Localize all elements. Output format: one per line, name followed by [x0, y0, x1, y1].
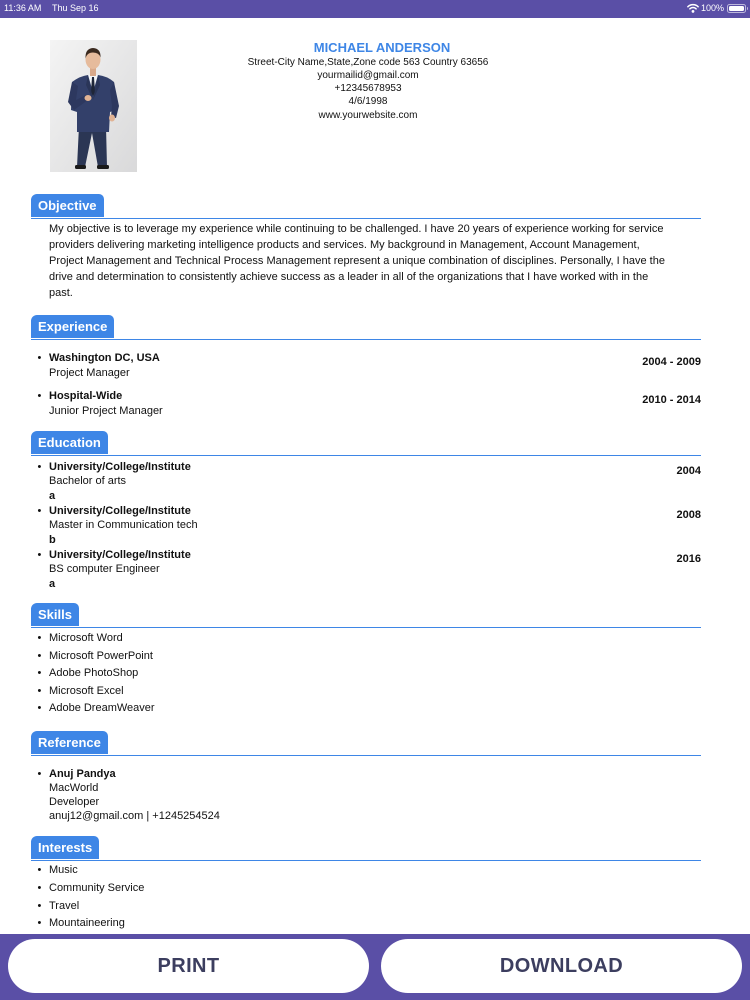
education-item: [31, 548, 701, 592]
skill-item: [31, 700, 701, 718]
education-year: 2008: [676, 508, 701, 521]
experience-title: Experience: [31, 315, 114, 338]
education-grade: b: [49, 534, 56, 547]
experience-place: Washington DC, USA: [49, 351, 160, 364]
interest-label: Music: [49, 864, 78, 877]
print-button[interactable]: PRINT: [8, 939, 369, 993]
profile-photo: [50, 40, 137, 172]
battery-icon: [727, 4, 746, 13]
interest-item: [31, 898, 701, 916]
experience-role: Junior Project Manager: [49, 404, 163, 417]
education-section: [31, 431, 701, 592]
education-list: [31, 460, 701, 592]
experience-place: Hospital-Wide: [49, 389, 123, 402]
resume-preview: [0, 18, 750, 934]
objective-section: [31, 194, 701, 301]
candidate-name: MICHAEL ANDERSON: [313, 40, 451, 55]
interest-label: Travel: [49, 899, 80, 912]
education-year: 2004: [676, 464, 701, 477]
status-bar: [0, 0, 750, 18]
skills-list: [31, 630, 701, 718]
battery-percentage: 100%: [701, 3, 725, 13]
skill-item: [31, 683, 701, 701]
bullet-icon: [38, 683, 42, 701]
education-grade: a: [49, 578, 56, 591]
experience-period: 2004 - 2009: [642, 355, 701, 368]
education-degree: Master in Communication tech: [49, 519, 198, 532]
bullet-icon: [38, 630, 42, 648]
skills-title: Skills: [31, 603, 79, 626]
skills-section: [31, 603, 701, 718]
interests-list: [31, 862, 701, 933]
battery-level: [729, 6, 744, 11]
wifi-icon: [687, 3, 699, 13]
objective-header: [31, 194, 701, 219]
reference-title: Reference: [31, 731, 108, 754]
experience-period: 2010 - 2014: [642, 393, 701, 406]
skills-header: [31, 603, 701, 628]
skill-label: Microsoft Word: [49, 632, 123, 645]
reference-designation: Developer: [49, 796, 100, 808]
reference-item: [31, 767, 701, 823]
bullet-icon: [38, 351, 42, 366]
education-header: [31, 431, 701, 456]
action-bar: [0, 934, 750, 1000]
experience-role: Project Manager: [49, 366, 130, 379]
interests-header: [31, 836, 701, 861]
status-time: 11:36 AM: [4, 3, 42, 13]
skill-label: Microsoft PowerPoint: [49, 649, 153, 662]
contact-details: [137, 56, 599, 122]
objective-title: Objective: [31, 194, 104, 217]
experience-item: [31, 351, 701, 381]
reference-name: Anuj Pandya: [49, 768, 116, 780]
bullet-icon: [38, 767, 42, 781]
skill-item: [31, 648, 701, 666]
education-grade: a: [49, 490, 56, 503]
bullet-icon: [38, 548, 42, 563]
education-year: 2016: [676, 552, 701, 565]
download-button[interactable]: DOWNLOAD: [381, 939, 742, 993]
experience-section: [31, 315, 701, 427]
bullet-icon: [38, 862, 42, 880]
bullet-icon: [38, 648, 42, 666]
interest-item: [31, 862, 701, 880]
battery-tip: [747, 7, 749, 10]
education-item: [31, 504, 701, 548]
education-institute: University/College/Institute: [49, 504, 191, 517]
reference-company: MacWorld: [49, 782, 99, 794]
reference-section: [31, 731, 701, 823]
bullet-icon: [38, 504, 42, 519]
skill-label: Adobe PhotoShop: [49, 667, 139, 680]
phone-text: +12345678953: [334, 83, 402, 94]
education-institute: University/College/Institute: [49, 460, 191, 473]
skill-label: Microsoft Excel: [49, 684, 124, 697]
address-text: Street-City Name,State,Zone code 563 Country 63656: [247, 56, 489, 68]
interest-label: Mountaineering: [49, 917, 125, 930]
interests-title: Interests: [31, 836, 99, 859]
interests-section: [31, 836, 701, 933]
bullet-icon: [38, 389, 42, 404]
experience-header: [31, 315, 701, 340]
experience-item: [31, 389, 701, 419]
interest-label: Community Service: [49, 881, 145, 894]
reference-header: [31, 731, 701, 756]
experience-list: [31, 351, 701, 419]
interest-item: [31, 915, 701, 933]
interest-item: [31, 880, 701, 898]
education-item: [31, 460, 701, 504]
status-date: Thu Sep 16: [52, 3, 99, 13]
bullet-icon: [38, 915, 42, 933]
bullet-icon: [38, 700, 42, 718]
email-text: yourmailid@gmail.com: [317, 69, 419, 81]
objective-text: My objective is to leverage my experience while continuing to be challenged. I have 20 years of experience working for service providers delivering marketing intelligence products and services. My background in Management, Account Management, Project Management and Technical Process Management represent a unique combination of disciplines. Personally, I have the drive and determination to consistently achieve success as a leader in all of the organizations that I have worked with in the past.: [49, 223, 665, 299]
skill-item: [31, 665, 701, 683]
reference-contact: anuj12@gmail.com | +1245254524: [49, 810, 220, 822]
skill-item: [31, 630, 701, 648]
reference-list: [31, 767, 701, 823]
education-title: Education: [31, 431, 108, 454]
bullet-icon: [38, 460, 42, 475]
birth-date-text: 4/6/1998: [348, 96, 388, 108]
skill-label: Adobe DreamWeaver: [49, 702, 155, 715]
website-text: www.yourwebsite.com: [318, 109, 418, 121]
education-degree: BS computer Engineer: [49, 563, 160, 576]
bullet-icon: [38, 880, 42, 898]
education-degree: Bachelor of arts: [49, 475, 127, 488]
bullet-icon: [38, 898, 42, 916]
bullet-icon: [38, 665, 42, 683]
education-institute: University/College/Institute: [49, 548, 191, 561]
